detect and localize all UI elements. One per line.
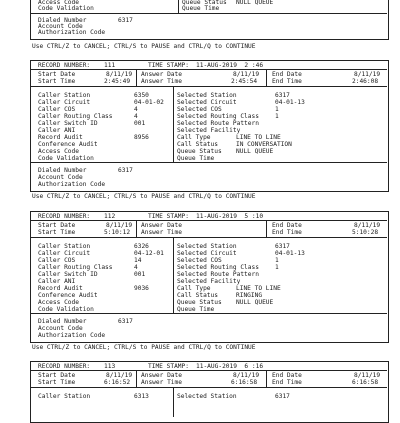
record-number-value: 112 bbox=[104, 213, 116, 220]
caller-cos-value: 4 bbox=[134, 106, 138, 113]
selected-station-label: Selected Station bbox=[177, 393, 237, 400]
answer-time-value: 2:45:54 bbox=[231, 78, 258, 85]
caller-switch-id-label: Caller Switch ID bbox=[38, 120, 98, 127]
record-audit-label: Record Audit bbox=[38, 134, 83, 141]
selected-station-value: 6317 bbox=[275, 393, 290, 400]
code-validation-label: Code Validation bbox=[38, 155, 94, 162]
selected-cos-value: 1 bbox=[275, 257, 279, 264]
start-time-label: Start Time bbox=[38, 379, 76, 386]
conference-audit-label: Conference Audit bbox=[38, 292, 98, 299]
access-code-label: Access Code bbox=[38, 299, 79, 306]
selected-circuit-value: 04-01-13 bbox=[275, 99, 305, 106]
call-type-value: LINE TO LINE bbox=[236, 134, 281, 141]
end-date-value: 8/11/19 bbox=[354, 372, 381, 379]
end-time-label: End Time bbox=[272, 379, 302, 386]
queue-status-label: Queue Status bbox=[182, 0, 227, 6]
end-date-value: 8/11/19 bbox=[354, 222, 381, 229]
start-date-value: 8/11/19 bbox=[106, 71, 133, 78]
answer-date-label: Answer Date bbox=[141, 222, 182, 229]
record-number-label: RECORD NUMBER: bbox=[38, 62, 91, 69]
caller-cos-label: Caller COS bbox=[38, 257, 76, 264]
time-stamp-value: 11-AUG-2019 6 :16 bbox=[196, 363, 264, 370]
selected-circuit-value: 04-01-13 bbox=[275, 250, 305, 257]
record-number-label: RECORD NUMBER: bbox=[38, 363, 91, 370]
selected-routing-class-value: 1 bbox=[275, 264, 279, 271]
record-audit-value: 8956 bbox=[134, 134, 149, 141]
account-code-label: Account Code bbox=[38, 174, 83, 181]
code-validation-label: Code Validation bbox=[38, 306, 94, 313]
call-type-value: LINE TO LINE bbox=[236, 285, 281, 292]
selected-circuit-label: Selected Circuit bbox=[177, 99, 237, 106]
caller-circuit-value: 04-01-02 bbox=[134, 99, 164, 106]
selected-station-label: Selected Station bbox=[177, 92, 237, 99]
start-time-value: 5:10:12 bbox=[104, 229, 131, 236]
caller-station-value: 6313 bbox=[134, 393, 149, 400]
caller-cos-value: 14 bbox=[134, 257, 142, 264]
caller-switch-id-value: 001 bbox=[134, 120, 146, 127]
caller-routing-class-label: Caller Routing Class bbox=[38, 264, 113, 271]
end-time-label: End Time bbox=[272, 229, 302, 236]
end-time-label: End Time bbox=[272, 78, 302, 85]
time-stamp-value: 11-AUG-2019 2 :46 bbox=[196, 62, 264, 69]
record-number-value: 111 bbox=[104, 62, 116, 69]
ctrl-message: Use CTRL/Z to CANCEL; CTRL/S to PAUSE and CTRL/Q to CONTINUE bbox=[32, 344, 256, 351]
start-date-label: Start Date bbox=[38, 71, 76, 78]
queue-time-label: Queue Time bbox=[182, 5, 220, 12]
caller-switch-id-value: 001 bbox=[134, 271, 146, 278]
caller-station-label: Caller Station bbox=[38, 92, 91, 99]
answer-time-value: 6:16:58 bbox=[231, 379, 258, 386]
dialed-number-label: Dialed Number bbox=[38, 167, 87, 174]
queue-status-value: NULL QUEUE bbox=[236, 148, 274, 155]
record-number-label: RECORD NUMBER: bbox=[38, 213, 91, 220]
caller-ani-label: Caller ANI bbox=[38, 278, 76, 285]
conference-audit-label: Conference Audit bbox=[38, 141, 98, 148]
answer-date-label: Answer Date bbox=[141, 71, 182, 78]
start-date-value: 8/11/19 bbox=[106, 222, 133, 229]
dialed-number-value: 6317 bbox=[118, 167, 133, 174]
answer-time-label: Answer Time bbox=[141, 78, 182, 85]
time-stamp-value: 11-AUG-2019 5 :10 bbox=[196, 213, 264, 220]
call-status-label: Call Status bbox=[177, 141, 218, 148]
call-type-label: Call Type bbox=[177, 134, 211, 141]
selected-route-pattern-label: Selected Route Pattern bbox=[177, 120, 259, 127]
caller-cos-label: Caller COS bbox=[38, 106, 76, 113]
caller-station-label: Caller Station bbox=[38, 393, 91, 400]
dialed-number-label: Dialed Number bbox=[38, 17, 87, 24]
time-stamp-label: TIME STAMP: bbox=[148, 62, 189, 69]
caller-routing-class-value: 4 bbox=[134, 113, 138, 120]
selected-cos-value: 1 bbox=[275, 106, 279, 113]
queue-status-value: NULL QUEUE bbox=[236, 299, 274, 306]
caller-station-value: 6326 bbox=[134, 243, 149, 250]
authorization-code-label: Authorization Code bbox=[38, 181, 106, 188]
ctrl-message: Use CTRL/Z to CANCEL; CTRL/S to PAUSE and CTRL/Q to CONTINUE bbox=[32, 193, 256, 200]
caller-circuit-label: Caller Circuit bbox=[38, 99, 91, 106]
caller-station-label: Caller Station bbox=[38, 243, 91, 250]
start-time-value: 6:16:52 bbox=[104, 379, 131, 386]
start-date-label: Start Date bbox=[38, 222, 76, 229]
end-date-label: End Date bbox=[272, 71, 302, 78]
selected-station-label: Selected Station bbox=[177, 243, 237, 250]
selected-routing-class-label: Selected Routing Class bbox=[177, 264, 259, 271]
end-date-label: End Date bbox=[272, 372, 302, 379]
selected-station-value: 6317 bbox=[275, 243, 290, 250]
queue-time-label: Queue Time bbox=[177, 306, 215, 313]
caller-circuit-label: Caller Circuit bbox=[38, 250, 91, 257]
authorization-code-label: Authorization Code bbox=[38, 332, 106, 339]
queue-status-label: Queue Status bbox=[177, 148, 222, 155]
caller-routing-class-value: 4 bbox=[134, 264, 138, 271]
start-time-label: Start Time bbox=[38, 229, 76, 236]
selected-facility-label: Selected Facility bbox=[177, 278, 241, 285]
start-time-value: 2:45:49 bbox=[104, 78, 131, 85]
queue-status-value: NULL QUEUE bbox=[236, 0, 274, 6]
authorization-code-label: Authorization Code bbox=[38, 29, 106, 36]
start-date-value: 8/11/19 bbox=[106, 372, 133, 379]
selected-station-value: 6317 bbox=[275, 92, 290, 99]
answer-time-label: Answer Time bbox=[141, 379, 182, 386]
account-code-label: Account Code bbox=[38, 325, 83, 332]
answer-date-label: Answer Date bbox=[141, 372, 182, 379]
queue-time-label: Queue Time bbox=[177, 155, 215, 162]
code-validation-label: Code Validation bbox=[38, 5, 94, 12]
call-status-value: IN CONVERSATION bbox=[236, 141, 292, 148]
caller-circuit-value: 04-12-01 bbox=[134, 250, 164, 257]
record-audit-label: Record Audit bbox=[38, 285, 83, 292]
call-status-label: Call Status bbox=[177, 292, 218, 299]
dialed-number-label: Dialed Number bbox=[38, 318, 87, 325]
start-time-label: Start Time bbox=[38, 78, 76, 85]
end-date-label: End Date bbox=[272, 222, 302, 229]
caller-station-value: 6350 bbox=[134, 92, 149, 99]
answer-date-value: 8/11/19 bbox=[233, 71, 260, 78]
dialed-number-value: 6317 bbox=[118, 318, 133, 325]
call-status-value: RINGING bbox=[236, 292, 263, 299]
call-type-label: Call Type bbox=[177, 285, 211, 292]
ctrl-message: Use CTRL/Z to CANCEL; CTRL/S to PAUSE and CTRL/Q to CONTINUE bbox=[32, 43, 256, 50]
start-date-label: Start Date bbox=[38, 372, 76, 379]
end-date-value: 8/11/19 bbox=[354, 71, 381, 78]
record-number-value: 113 bbox=[104, 363, 116, 370]
selected-cos-label: Selected COS bbox=[177, 106, 222, 113]
end-time-value: 6:16:58 bbox=[352, 379, 379, 386]
answer-date-value: 8/11/19 bbox=[233, 372, 260, 379]
record-audit-value: 9036 bbox=[134, 285, 149, 292]
access-code-label: Access Code bbox=[38, 0, 79, 6]
access-code-label: Access Code bbox=[38, 148, 79, 155]
caller-ani-label: Caller ANI bbox=[38, 127, 76, 134]
selected-cos-label: Selected COS bbox=[177, 257, 222, 264]
selected-circuit-label: Selected Circuit bbox=[177, 250, 237, 257]
selected-route-pattern-label: Selected Route Pattern bbox=[177, 271, 259, 278]
queue-status-label: Queue Status bbox=[177, 299, 222, 306]
caller-routing-class-label: Caller Routing Class bbox=[38, 113, 113, 120]
answer-time-label: Answer Time bbox=[141, 229, 182, 236]
selected-routing-class-value: 1 bbox=[275, 113, 279, 120]
selected-facility-label: Selected Facility bbox=[177, 127, 241, 134]
time-stamp-label: TIME STAMP: bbox=[148, 363, 189, 370]
time-stamp-label: TIME STAMP: bbox=[148, 213, 189, 220]
account-code-label: Account Code bbox=[38, 23, 83, 30]
caller-switch-id-label: Caller Switch ID bbox=[38, 271, 98, 278]
dialed-number-value: 6317 bbox=[118, 17, 133, 24]
selected-routing-class-label: Selected Routing Class bbox=[177, 113, 259, 120]
end-time-value: 2:46:08 bbox=[352, 78, 379, 85]
end-time-value: 5:10:28 bbox=[352, 229, 379, 236]
